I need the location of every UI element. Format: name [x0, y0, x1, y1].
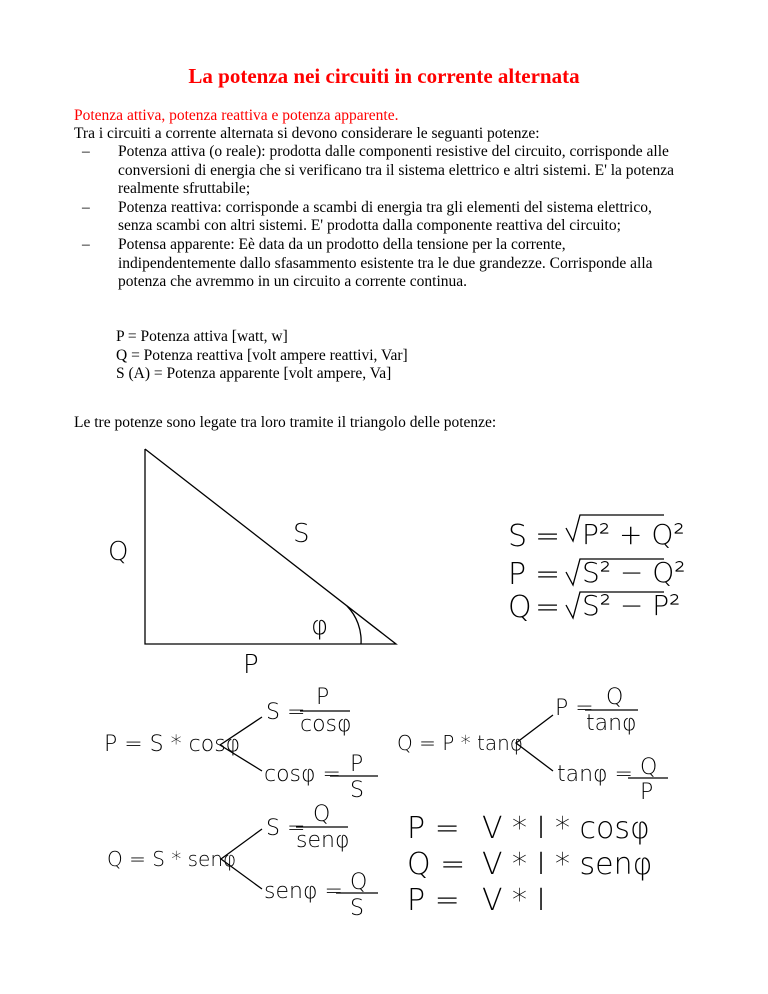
- pythagoras-1-lhs: S: [508, 519, 528, 554]
- tree-qsen-b2-den: S: [350, 896, 364, 921]
- tree-qtan-b1-den: tanφ: [586, 711, 637, 736]
- vi-formula-2-lhs: Q =: [407, 847, 466, 882]
- vi-formula-3-lhs: P =: [407, 883, 460, 918]
- tree-qsen-b1-den: senφ: [296, 828, 350, 853]
- list-item-text: Potenza attiva (o reale): prodotta dalle componenti resistive del circuito, corrisponde alle conversioni di energia che si verificano tra il sistema elettrico e altri sistemi. E' la potenza realmente sfruttabile;: [118, 143, 675, 198]
- pythagoras-2-rhs: S² − Q²: [582, 556, 686, 589]
- power-triangle: [145, 449, 396, 644]
- tree-p-b1-lhs: S =: [266, 700, 306, 725]
- section-title: Potenza attiva, potenza reattiva e potenza apparente.: [74, 107, 399, 124]
- bullet-marker: –: [82, 235, 90, 253]
- definition-s: S (A) = Potenza apparente [volt ampere, Va]: [116, 365, 392, 382]
- tree-qsen-b2-num: Q: [350, 870, 368, 895]
- list-item-text: Potensa apparente: Eè data da un prodotto della tensione per la corrente, indipendentemente dallo sfasammento esistente tra le due grandezze. Corrisponde alla potenza che avremmo in un circuito a corrente continua.: [118, 235, 653, 291]
- equals-sign: =: [535, 590, 561, 625]
- tree-p-b1-num: P: [316, 685, 330, 710]
- tree-p-b2-lhs: cosφ =: [264, 762, 341, 787]
- definition-p: P = Potenza attiva [watt, w]: [116, 328, 288, 345]
- relation-text: Le tre potenze sono legate tra loro tramite il triangolo delle potenze:: [74, 414, 497, 431]
- tree-qtan-b1-num: Q: [606, 685, 624, 710]
- triangle-label-q: Q: [108, 537, 129, 567]
- vi-formula-2-rhs: V * I * senφ: [482, 847, 653, 882]
- vi-formula-1-rhs: V * I * cosφ: [482, 811, 650, 846]
- tree-qtan-b2-lhs: tanφ =: [557, 762, 633, 787]
- equals-sign: =: [535, 519, 561, 554]
- triangle-label-s: S: [293, 519, 310, 549]
- tree-qtan-b2-num: Q: [640, 755, 658, 780]
- bullet-marker: –: [82, 198, 90, 216]
- tree-qsen-b1-num: Q: [313, 802, 331, 827]
- tree-qsen-b2-lhs: senφ =: [264, 879, 343, 904]
- tree-qsen-b1-lhs: S =: [266, 816, 306, 841]
- pythagoras-2-lhs: P: [508, 557, 527, 592]
- tree-qtan-b2-den: P: [640, 780, 654, 805]
- page-title: La potenza nei circuiti in corrente alternata: [188, 64, 580, 88]
- tree-p-b2-num: P: [350, 752, 364, 777]
- definition-q: Q = Potenza reattiva [volt ampere reattivi, Var]: [116, 346, 408, 364]
- tree-qtan-b1-lhs: P =: [555, 696, 594, 721]
- vi-formula-3-rhs: V * I: [482, 883, 546, 918]
- bullet-marker: –: [82, 143, 90, 160]
- equals-sign: =: [535, 557, 561, 592]
- tree-qtan-root: Q = P * tanφ: [397, 731, 523, 755]
- list-item-text: Potenza reattiva: corrisponde a scambi di energia tra gli elementi del sistema elettrico, senza scambi con altri sistemi. E' prodotta dalla componente reattiva del circuito;: [118, 198, 652, 235]
- pythagoras-3-lhs: Q: [508, 590, 532, 625]
- tree-p-b2-den: S: [350, 778, 364, 803]
- vi-formula-1-lhs: P =: [407, 811, 460, 846]
- intro-text: Tra i circuiti a corrente alternata si devono considerare le seguanti potenze:: [74, 125, 540, 142]
- angle-label-phi: φ: [311, 611, 329, 641]
- triangle-label-p: P: [243, 650, 259, 680]
- pythagoras-3-rhs: S² − P²: [582, 589, 681, 622]
- pythagoras-1-rhs: P² + Q²: [582, 518, 685, 551]
- tree-p-b1-den: cosφ: [300, 712, 352, 737]
- tree-qsen-root: Q = S * senφ: [107, 847, 237, 871]
- tree-p-root: P = S * cosφ: [104, 732, 241, 757]
